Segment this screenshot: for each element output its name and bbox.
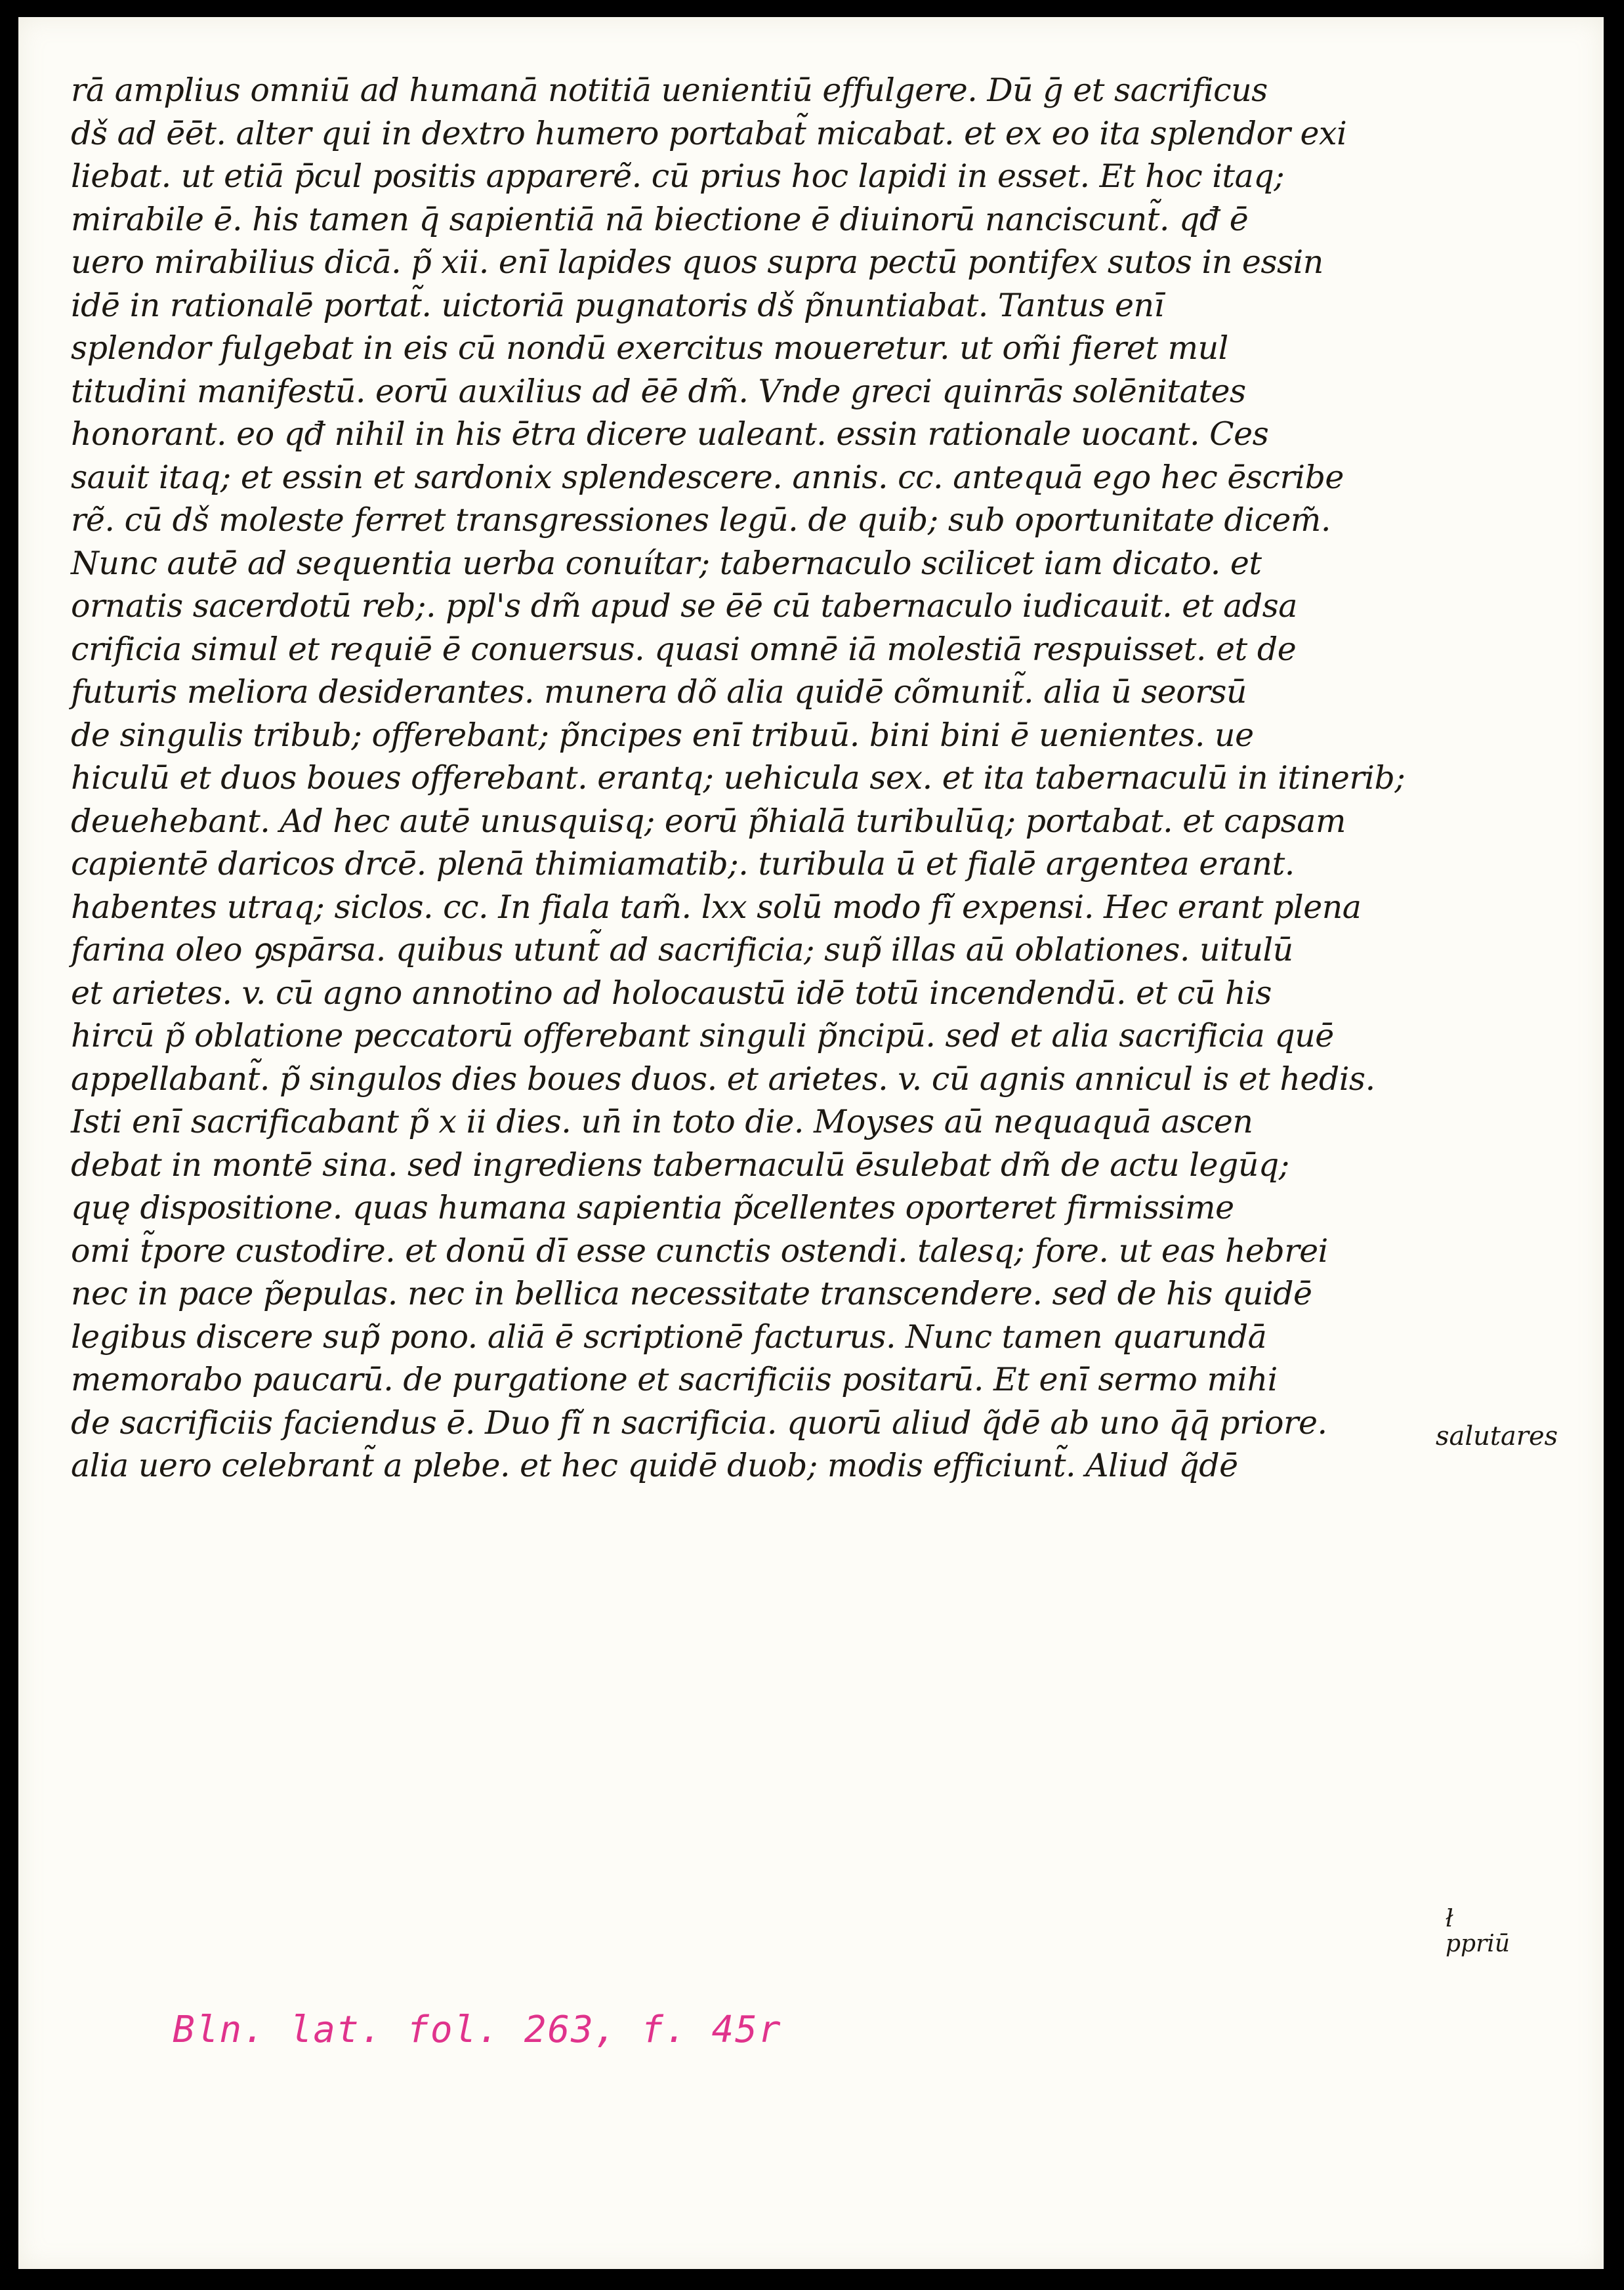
manuscript-line: futuris meliora desiderantes. munera dõ alia quidē cõmunit̃. alia ū seorsū [71, 673, 1247, 711]
manuscript-line: legibus discere sup̃ pono. aliā ē scriptionē facturus. Nunc tamen quarundā [71, 1318, 1267, 1356]
manuscript-line: de sacrificiis faciendus ē. Duo fĩ n sacrificia. quorū aliud q̃dē ab uno q̄q̄ priore. [71, 1404, 1327, 1442]
manuscript-line: Nunc autē ad sequentia uerba conuítar; tabernaculo scilicet iam dicato. et [71, 544, 1262, 582]
manuscript-line: splendor fulgebat in eis cū nondū exercitus moueretur. ut om̃i fieret mul [71, 329, 1228, 367]
manuscript-line: memorabo paucarū. de purgatione et sacrificiis positarū. Et enī sermo mihi [71, 1361, 1278, 1398]
margin-note-ppriu: ł ppriū [1446, 1905, 1510, 1957]
manuscript-line: hiculū et duos boues offerebant. erantq; uehicula sex. et ita tabernaculū in itinerib; [71, 759, 1405, 797]
manuscript-line: et arietes. v. cū agno annotino ad holocaustū idē totū incendendū. et cū his [71, 974, 1272, 1012]
manuscript-line: nec in pace p̃epulas. nec in bellica necessitate transcendere. sed de his quidē [71, 1275, 1312, 1312]
manuscript-line: liebat. ut etiā p̄cul positis apparerẽ. cū prius hoc lapidi in esset. Et hoc itaq; [71, 157, 1285, 195]
manuscript-line: crificia simul et requiē ē conuersus. quasi omnē iā molestiā respuisset. et de [71, 630, 1297, 668]
manuscript-line: quę dispositione. quas humana sapientia p̃cellentes oporteret firmissime [71, 1189, 1234, 1226]
margin-note-salutares: salutares [1436, 1421, 1558, 1451]
manuscript-line: uero mirabilius dicā. p̃ xii. enī lapides quos supra pectū pontifex sutos in essin [71, 243, 1323, 281]
manuscript-line: sauit itaq; et essin et sardonix splendescere. annis. cc. antequā ego hec ēscribe [71, 458, 1344, 496]
manuscript-line: rā amplius omniū ad humanā notitiā uenientiū effulgere. Dū ḡ et sacrificus [71, 72, 1268, 109]
manuscript-line: honorant. eo qđ nihil in his ētra dicere ualeant. essin rationale uocant. Ces [71, 415, 1269, 453]
manuscript-line: omi t̃pore custodire. et donū dī esse cunctis ostendi. talesq; fore. ut eas hebrei [71, 1232, 1328, 1270]
manuscript-line: dš ad ēēt. alter qui in dextro humero portabat̃ micabat. et ex eo ita splendor exi [71, 114, 1347, 152]
manuscript-line: alia uero celebrant̃ a plebe. et hec quidē duob; modis efficiunt̃. Aliud q̃dē [71, 1447, 1238, 1484]
manuscript-line: hircū p̃ oblatione peccatorū offerebant singuli p̃ncipū. sed et alia sacrificia quē [71, 1017, 1334, 1054]
manuscript-line: farina oleo ꝯspārsa. quibus utunt̃ ad sacrificia; sup̃ illas aū oblationes. uitulū [71, 931, 1293, 968]
manuscript-line: capientē daricos drcē. plenā thimiamatib;. turibula ū et fialē argentea erant. [71, 845, 1295, 883]
manuscript-text [71, 58, 1436, 1484]
manuscript-line: idē in rationalē portat̃. uictoriā pugnatoris dš p̃nuntiabat. Tantus enī [71, 286, 1164, 324]
library-shelfmark: Bln. lat. fol. 263, f. 45r [173, 2009, 782, 2051]
manuscript-line: Isti enī sacrificabant p̃ x ii dies. un̄ in toto die. Moyses aū nequaquā ascen [71, 1103, 1253, 1140]
manuscript-line: debat in montē sina. sed ingrediens tabernaculū ēsulebat dm̃ de actu legūq; [71, 1146, 1289, 1184]
manuscript-line: de singulis tribub; offerebant; p̃ncipes enī tribuū. bini bini ē uenientes. ue [71, 716, 1254, 754]
manuscript-line: mirabile ē. his tamen q̄ sapientiā nā biectione ē diuinorū nanciscunt̃. qđ ē [71, 200, 1249, 238]
manuscript-line: habentes utraq; siclos. cc. In fiala tam̃. lxx solū modo fĩ expensi. Hec erant plena [71, 888, 1362, 926]
manuscript-line: ornatis sacerdotū reb;. ppl's dm̃ apud se ēē cū tabernaculo iudicauit. et adsa [71, 587, 1298, 625]
manuscript-line: titudini manifestū. eorū auxilius ad ēē dm̃. Vnde greci quinrās solēnitates [71, 372, 1246, 410]
manuscript-line: appellabant̃. p̃ singulos dies boues duos. et arietes. v. cū agnis annicul is et hedis. [71, 1060, 1375, 1098]
manuscript-line: deuehebant. Ad hec autē unusquisq; eorū p̃hialā turibulūq; portabat. et capsam [71, 802, 1346, 840]
manuscript-line: rẽ. cū dš moleste ferret transgressiones legū. de quib; sub oportunitate dicem̃. [71, 501, 1331, 539]
manuscript-page [18, 17, 1604, 2269]
